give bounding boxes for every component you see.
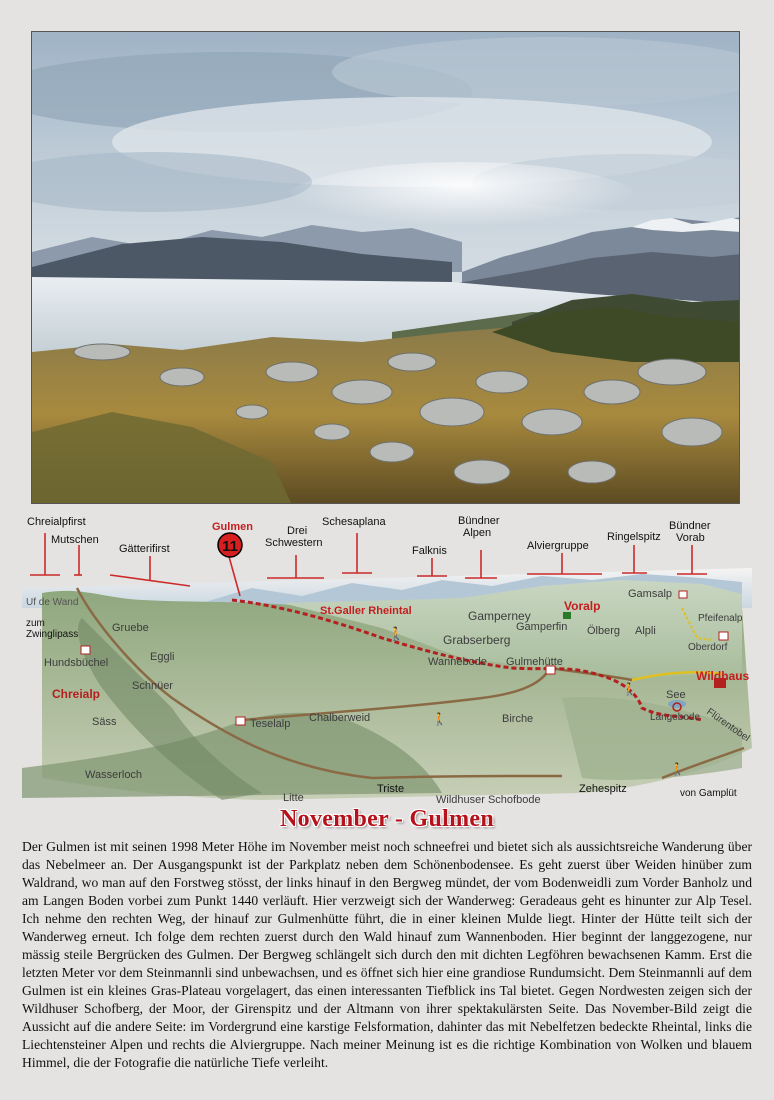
- label-langebode: Langebode: [650, 712, 701, 723]
- label-mutschen: Mutschen: [51, 534, 99, 546]
- label-triste: Triste: [377, 783, 405, 795]
- label-oberdorf: Oberdorf: [688, 642, 728, 653]
- label-gamsalp: Gamsalp: [628, 588, 673, 600]
- svg-text:🚶: 🚶: [622, 682, 637, 696]
- label-gamperney: Gamperney: [468, 609, 531, 623]
- label-oelberg: Ölberg: [587, 625, 621, 637]
- label-schnueer: Schnüer: [132, 680, 173, 692]
- label-pfeifenalp: Pfeifenalp: [698, 613, 743, 624]
- label-teselalp: Teselalp: [250, 718, 291, 730]
- label-gaetterifirst: Gätterifirst: [119, 543, 170, 555]
- label-zehespitz: Zehespitz: [579, 783, 627, 795]
- label-schwestern: Schwestern: [265, 537, 323, 549]
- label-schesaplana: Schesaplana: [322, 516, 386, 528]
- label-buendner-alpen-2: Alpen: [463, 527, 492, 539]
- label-falknis: Falknis: [412, 545, 447, 557]
- route-number-marker: [218, 533, 242, 557]
- label-fluerentobel: Flürentobel: [704, 706, 752, 745]
- peak-labels: [27, 515, 711, 557]
- label-wildhaus: Wildhaus: [696, 669, 750, 683]
- label-ringelspitz: Ringelspitz: [607, 531, 661, 543]
- label-saess: Säss: [92, 716, 117, 728]
- landscape-photo: [31, 31, 740, 504]
- label-gulmen: Gulmen: [212, 521, 253, 533]
- svg-text:🚶: 🚶: [432, 712, 447, 726]
- marker-number: 11: [222, 538, 238, 555]
- label-zwinglipass: Zwinglipass: [26, 629, 79, 640]
- label-hundsbuechel: Hundsbüchel: [44, 657, 109, 669]
- label-buendner-vorab-2: Vorab: [676, 532, 705, 544]
- label-eggli: Eggli: [150, 651, 175, 663]
- lake-icon: [668, 700, 686, 708]
- label-wannebode: Wannebode: [428, 656, 487, 668]
- label-grabserberg: Grabserberg: [443, 633, 511, 647]
- svg-text:🚶: 🚶: [670, 762, 685, 776]
- label-birche: Birche: [502, 713, 534, 725]
- svg-text:🚶: 🚶: [388, 627, 405, 642]
- trail-map: [22, 508, 752, 808]
- label-chreialpfirst: Chreialpfirst: [27, 516, 86, 528]
- label-zum: zum: [26, 618, 45, 629]
- label-litte: Litte: [283, 792, 304, 804]
- label-buendner-alpen-1: Bündner: [458, 515, 500, 527]
- label-buendner-vorab-1: Bündner: [669, 520, 711, 532]
- label-gruebe: Gruebe: [112, 622, 149, 634]
- description-text: Der Gulmen ist mit seinen 1998 Meter Höhe im November meist noch schneefrei und bietet sich als aussichtsreiche Wanderung über das Nebelmeer an. Der Ausgangspunkt ist der Parkplatz neben dem Schönenbodensee. Es geht zuerst über Weiden hinüber zum Waldrand, wo man auf den Forstweg stösst, der links hinauf in den Bergweg mündet, der vom Bodenweidli zum Vorder Banholz und am Langen Boden vorbei zum Punkt 1440 verläuft. Hier verzweigt sich der Wanderweg: Geradeaus geht es hinunter zur Alp Tesel. Ich nehme den rechten Weg, der hinauf zur Gulmenhütte führt, die in einer kleinen Mulde liegt. Hinter der Hütte teilt sich der Wanderweg erneut. Ich folge dem rechten zuerst durch den Wald hinauf zum Wannenboden. Hier beginnt der langgezogene, nur mässig steile Bergrücken des Gulmen. Der Bergweg schlängelt sich durch den mit dichten Legföhren bewachsenen Kamm. Erst die letzten Meter vor dem Steinmannli sind unbewachsen, und es öffnet sich hier eine grandiose Rundumsicht. Dem Steinmannli auf dem Gulmen ist ein kleines Gras-Plateau vorgelagert, das einen interessanten Tiefblick ins Tal bietet. Gegen Nordwesten zeigen sich der Wildhuser Schofberg, der Moor, der Girenspitz und der Altmann von ihrer spektakulärsten Seite. Das November-Bild zeigt die Aussicht auf die andere Seite: im Vordergrund eine karstige Felsformation, dahinter das mit Nebelfetzen bedeckte Rheintal, links die Liechtensteiner Alpen und rechts die Alviergruppe. Nach meiner Meinung ist es die richtige Kombination von Wolken und blauem Himmel, die der Fotografie die natürliche Tiefe verleiht.: [22, 839, 752, 1070]
- label-chreialp: Chreialp: [52, 687, 101, 701]
- label-voralp: Voralp: [564, 599, 601, 613]
- label-uf-de-wand: Uf de Wand: [26, 597, 79, 608]
- page-title: November - Gulmen: [280, 806, 494, 832]
- label-wasserloch: Wasserloch: [85, 769, 143, 781]
- label-alviergruppe: Alviergruppe: [527, 540, 589, 552]
- label-st-galler-rheintal: St.Galler Rheintal: [320, 605, 412, 617]
- label-chalberweid: Chalberweid: [309, 712, 371, 724]
- label-see: See: [666, 689, 686, 701]
- label-alpli: Alpli: [635, 625, 656, 637]
- label-gulmehuette: Gulmehütte: [506, 656, 563, 668]
- label-wildhuser-schofbode: Wildhuser Schofbode: [436, 794, 541, 806]
- label-drei: Drei: [287, 525, 308, 537]
- label-von-gamplut: von Gamplüt: [680, 788, 737, 799]
- label-gamperfin: Gamperfin: [516, 621, 568, 633]
